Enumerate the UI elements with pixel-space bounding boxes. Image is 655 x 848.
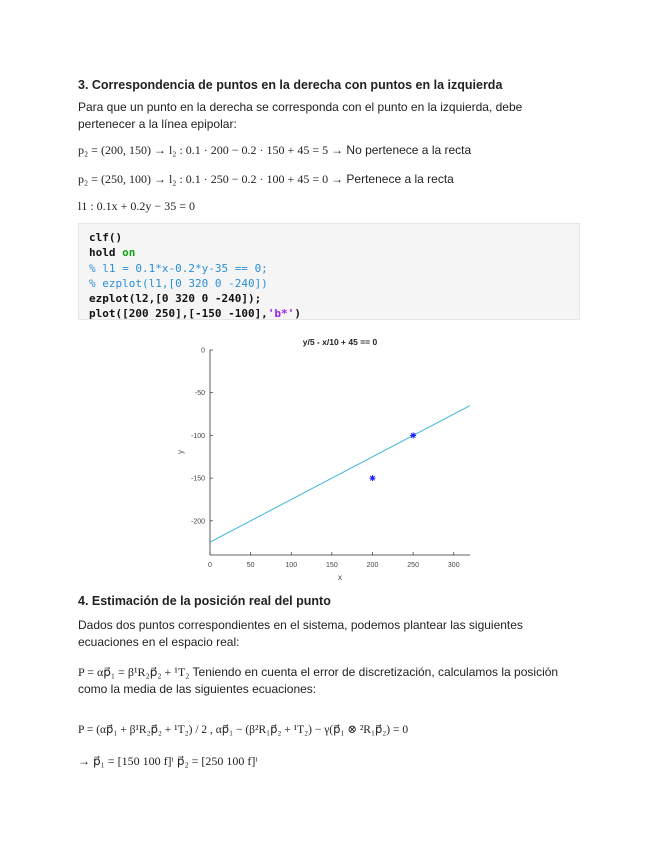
code-line: hold on bbox=[89, 246, 136, 260]
epipolar-line-chart bbox=[170, 330, 490, 585]
section-4-heading: 4. Estimación de la posición real del punto bbox=[78, 594, 331, 608]
code-block[interactable] bbox=[78, 223, 580, 320]
code-line: ezplot(l2,[0 320 0 -240]); bbox=[89, 292, 262, 306]
y-tick-label: -200 bbox=[190, 518, 205, 526]
section-3-intro: Para que un punto en la derecha se corresponda con el punto en la izquierda, debe pertenecer a la línea epipolar: bbox=[78, 100, 523, 131]
code-comment: % ezplot(l1,[0 320 0 -240]) bbox=[89, 276, 268, 290]
equation-p2-250-100 bbox=[78, 171, 454, 188]
equation-explanation: Teniendo en cuenta el error de discretización, calculamos la posición como la media de las siguientes ecuaciones: bbox=[78, 665, 559, 696]
x-tick-label: 300 bbox=[447, 562, 460, 569]
equation-p: P = αp⃗₁ = β¹R₂p⃗₂ + ¹T₂ bbox=[78, 665, 190, 679]
equation-average: P = (αp⃗₁ + β¹R₂p⃗₂ + ¹T₂) / 2 , αp⃗₁ − (β²R₁p⃗₂ + ¹T₂) − γ(p⃗₁ ⊗ ²R₁p⃗₂) = 0 bbox=[78, 724, 409, 736]
equation-text: p₂ = (200, 150) → l₂ : 0.1 · 200 − 0.2 · 150 + 45 = 5 bbox=[78, 143, 329, 157]
code-line: clf() bbox=[89, 231, 123, 244]
star-marker bbox=[410, 432, 416, 438]
y-tick-label: -50 bbox=[194, 390, 205, 398]
y-tick-label: 0 bbox=[201, 347, 205, 355]
equation-vectors: → p⃗₁ = [150 100 f]ᵗ p⃗₂ = [250 100 f]ᵗ bbox=[78, 754, 258, 768]
plot-area bbox=[210, 350, 470, 555]
section-4-intro: Dados dos puntos correspondientes en el sistema, podemos plantear las siguientes ecuaciones en el espacio real: bbox=[78, 618, 523, 649]
x-tick-label: 100 bbox=[285, 562, 298, 569]
equation-p2-200-150 bbox=[78, 142, 471, 159]
y-tick-label: -100 bbox=[190, 432, 205, 440]
y-tick-label: -150 bbox=[190, 475, 205, 483]
code-comment: % l1 = 0.1*x-0.2*y-35 == 0; bbox=[89, 261, 268, 275]
equation-note: → Pertenece a la recta bbox=[331, 172, 454, 186]
chart-title: y/5 - x/10 + 45 == 0 bbox=[302, 337, 378, 347]
x-axis-label: x bbox=[338, 573, 342, 582]
x-tick-label: 50 bbox=[246, 562, 255, 569]
x-tick-label: 150 bbox=[326, 562, 338, 569]
code-line: plot([200 250],[-150 -100],'b*') bbox=[89, 307, 301, 321]
section-3-heading: 3. Correspondencia de puntos en la derecha con puntos en la izquierda bbox=[78, 78, 503, 92]
equation-text: p₂ = (250, 100) → l₂ : 0.1 · 250 − 0.2 · 100 + 45 = 0 bbox=[78, 172, 329, 186]
y-axis-label: y bbox=[176, 450, 185, 454]
equation-l1: l1 : 0.1x + 0.2y − 35 = 0 bbox=[78, 199, 195, 213]
star-marker bbox=[370, 475, 376, 481]
x-tick-label: 250 bbox=[407, 562, 419, 569]
equation-note: → No pertenece a la recta bbox=[331, 143, 472, 157]
x-tick-label: 0 bbox=[208, 562, 212, 569]
section-4-equation-paragraph bbox=[78, 664, 583, 698]
x-tick-label: 200 bbox=[366, 562, 379, 569]
